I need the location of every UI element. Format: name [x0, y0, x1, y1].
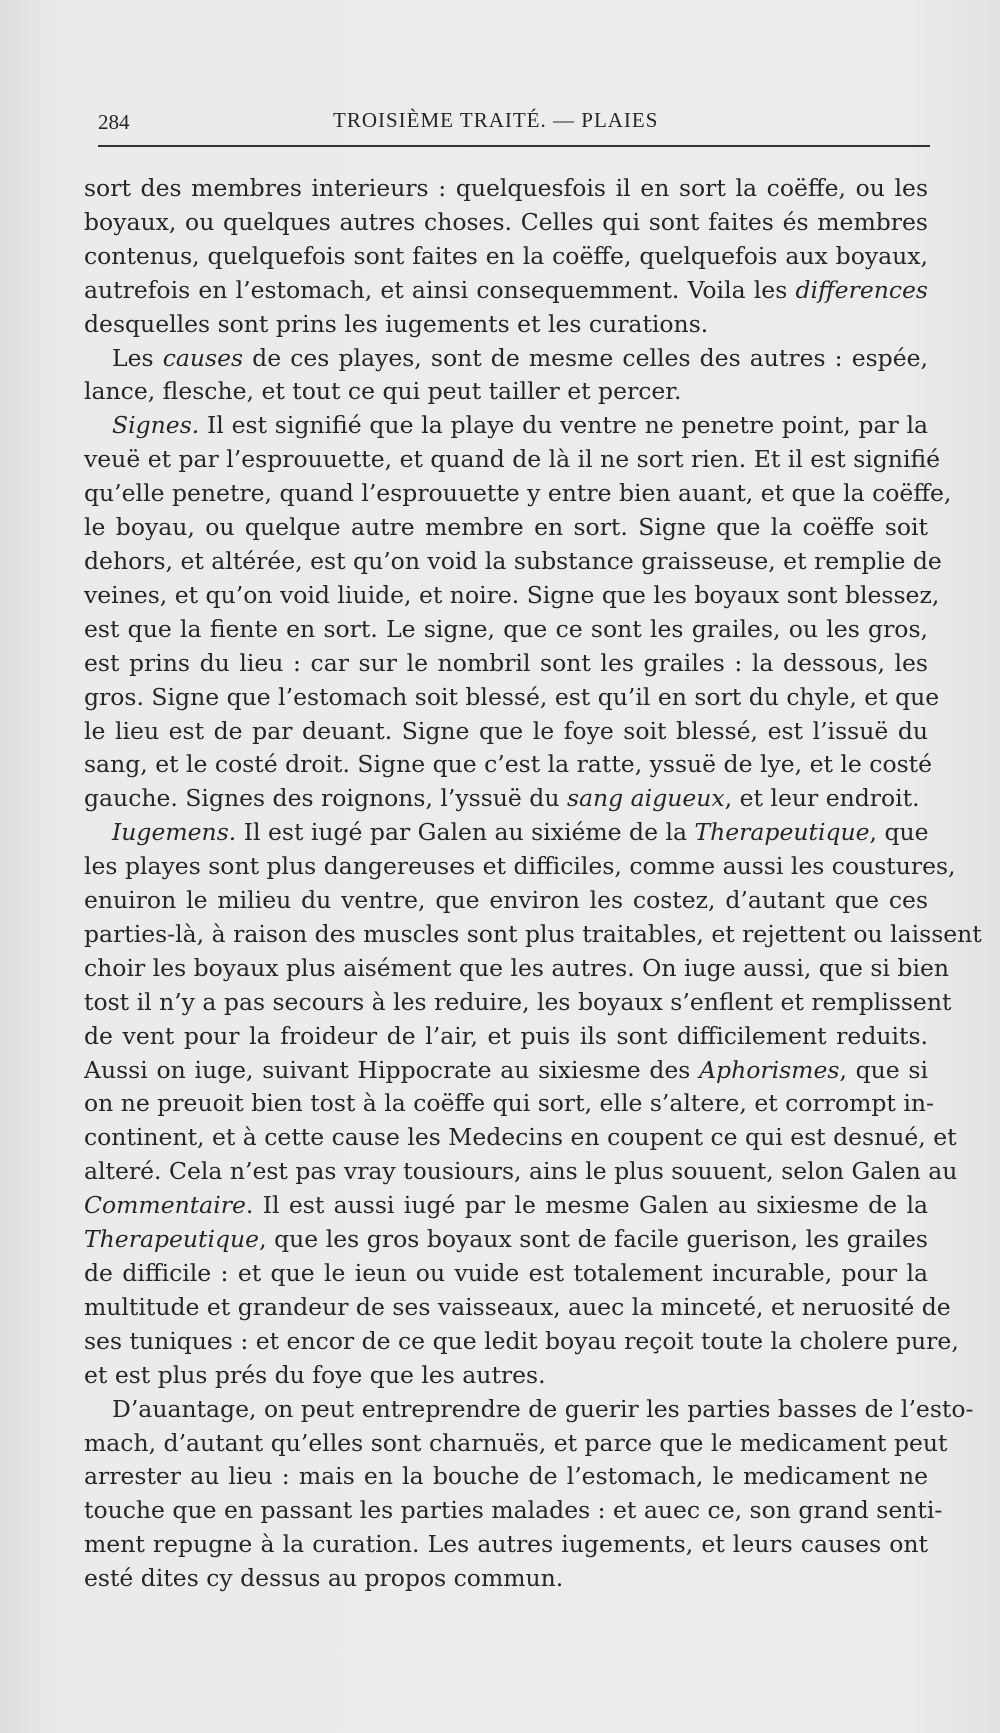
text-run: contenus, quelquefois sont faites en la coëffe, quelquefois aux boyaux, — [84, 241, 928, 270]
text-line — [84, 274, 928, 308]
text-line — [84, 511, 928, 545]
text-run: veuë et par l’esprouuette, et quand de là il ne sort rien. Et il est signifié — [84, 445, 941, 474]
text-line — [84, 1528, 928, 1562]
text-run: ment repugne à la curation. Les autres iugements, et leurs causes ont — [84, 1530, 928, 1559]
text-run: , et leur endroit. — [724, 784, 920, 813]
text-line — [84, 1562, 928, 1596]
italic-term: sang aigueux — [566, 784, 725, 813]
text-run: D’auantage, on peut entreprendre de guerir les parties basses de l’esto- — [112, 1394, 974, 1423]
text-line — [84, 1359, 928, 1393]
text-run: alteré. Cela n’est pas vray tousiours, ains le plus souuent, selon Galen au — [84, 1157, 958, 1186]
page-header — [98, 100, 928, 140]
text-line — [84, 613, 928, 647]
text-line — [84, 375, 928, 409]
text-line — [84, 952, 950, 986]
text-run: le lieu est de par deuant. Signe que le foye soit blessé, est l’issuë du — [84, 716, 928, 745]
text-line — [84, 308, 928, 342]
running-title: TROISIÈME TRAITÉ. — PLAIES — [333, 108, 659, 132]
text-run: tost il n’y a pas secours à les reduire, les boyaux s’enflent et remplissent — [84, 987, 952, 1016]
italic-term: Commentaire — [84, 1191, 246, 1220]
italic-term: Therapeutique — [694, 818, 870, 847]
text-run: , que les gros boyaux sont de facile guerison, les grailes — [259, 1225, 928, 1254]
text-run: est que la fiente en sort. Le signe, que ce sont les grailes, ou les gros, — [84, 614, 928, 643]
text-run: les playes sont plus dangereuses et difficiles, comme aussi les coustures, — [84, 852, 956, 881]
paragraph — [84, 409, 952, 816]
body-text — [84, 172, 982, 1596]
text-line — [84, 1494, 943, 1528]
paragraph — [84, 816, 982, 1392]
text-run: . Il est aussi iugé par le mesme Galen au sixiesme de la — [245, 1191, 928, 1220]
text-line — [84, 1223, 928, 1257]
text-run: qu’elle penetre, quand l’esprouuette y entre bien auant, et que la coëffe, — [84, 479, 952, 508]
text-run: desquelles sont prins les iugements et les curations. — [84, 309, 709, 338]
text-line — [84, 850, 956, 884]
text-line — [84, 918, 982, 952]
italic-term: causes — [162, 343, 244, 372]
text-run: boyaux, ou quelques autres choses. Celles qui sont faites és membres — [84, 207, 928, 236]
text-line — [84, 1054, 928, 1088]
text-line — [84, 1325, 959, 1359]
text-line — [84, 545, 942, 579]
text-run: et est plus prés du foye que les autres. — [84, 1360, 546, 1389]
paragraph — [84, 1393, 974, 1596]
text-run: veines, et qu’on void liuide, et noire. Signe que les boyaux sont blessez, — [84, 580, 940, 609]
text-line — [84, 342, 928, 376]
text-line — [84, 1427, 948, 1461]
text-line — [84, 579, 940, 613]
text-line — [84, 647, 928, 681]
text-line — [84, 1155, 958, 1189]
text-line — [84, 884, 928, 918]
paragraph — [84, 342, 928, 410]
text-run: mach, d’autant qu’elles sont charnuës, et parce que le medicament peut — [84, 1428, 948, 1457]
text-line — [84, 782, 928, 816]
text-line — [84, 816, 928, 850]
text-line — [84, 715, 928, 749]
paragraph — [84, 172, 928, 342]
text-line — [84, 681, 940, 715]
text-run: est prins du lieu : car sur le nombril sont les grailes : la dessous, les — [84, 648, 928, 677]
header-rule — [98, 145, 930, 147]
text-run: sort des membres interieurs : quelquesfois il en sort la coëffe, ou les — [84, 174, 928, 202]
text-run: multitude et grandeur de ses vaisseaux, auec la minceté, et neruosité de — [84, 1292, 951, 1321]
text-run: ses tuniques : et encor de ce que ledit boyau reçoit toute la cholere pure, — [84, 1326, 959, 1355]
italic-term: differences — [795, 275, 928, 304]
text-run: enuiron le milieu du ventre, que environ les costez, d’autant que ces — [84, 886, 928, 915]
page-number: 284 — [98, 110, 130, 134]
text-run: autrefois en l’estomach, et ainsi consequemment. Voila les — [84, 275, 796, 304]
text-run: on ne preuoit bien tost à la coëffe qui sort, elle s’altere, et corrompt in- — [84, 1089, 934, 1118]
text-line — [84, 1121, 957, 1155]
text-line — [84, 409, 928, 443]
text-run: Les — [112, 343, 163, 372]
text-line — [84, 1291, 951, 1325]
text-line — [84, 206, 928, 240]
text-line — [84, 477, 952, 511]
italic-term: Signes. — [112, 411, 200, 440]
text-run: dehors, et altérée, est qu’on void la substance graisseuse, et remplie de — [84, 546, 942, 575]
text-run: parties-là, à raison des muscles sont plus traitables, et rejettent ou laissent — [84, 919, 982, 948]
text-run: continent, et à cette cause les Medecins en coupent ce qui est desnué, et — [84, 1123, 957, 1152]
text-line — [84, 240, 928, 274]
text-run: esté dites cy dessus au propos commun. — [84, 1564, 564, 1593]
text-run: Il est signifié que la playe du ventre ne penetre point, par la — [199, 411, 928, 440]
text-line — [84, 443, 941, 477]
text-line — [84, 1257, 928, 1291]
italic-term: Aphorismes — [699, 1055, 840, 1084]
text-run: , que — [869, 818, 929, 847]
text-run: de vent pour la froideur de l’air, et puis ils sont difficilement reduits. — [84, 1021, 928, 1050]
text-line — [84, 1393, 974, 1427]
text-line — [84, 1020, 928, 1054]
text-line — [84, 1460, 928, 1494]
text-run: sang, et le costé droit. Signe que c’est la ratte, yssuë de lye, et le costé — [84, 750, 933, 779]
text-line — [84, 1087, 934, 1121]
text-run: de difficile : et que le ieun ou vuide est totalement incurable, pour la — [84, 1259, 928, 1287]
italic-term: Iugemens. — [112, 818, 237, 847]
text-line — [84, 172, 928, 206]
text-run: touche que en passant les parties malades : et auec ce, son grand senti- — [84, 1496, 943, 1525]
text-run: de ces playes, sont de mesme celles des autres : espée, — [243, 343, 928, 372]
italic-term: Therapeutique — [84, 1225, 260, 1254]
text-line — [84, 1189, 928, 1223]
text-run: Aussi on iuge, suivant Hippocrate au sixiesme des — [84, 1055, 700, 1084]
text-run: gros. Signe que l’estomach soit blessé, est qu’il en sort du chyle, et que — [84, 682, 940, 711]
text-run: choir les boyaux plus aisément que les autres. On iuge aussi, que si bien — [84, 953, 950, 982]
text-run: arrester au lieu : mais en la bouche de l’estomach, le medicament ne — [84, 1462, 928, 1491]
text-run: Il est iugé par Galen au sixiéme de la — [236, 818, 695, 847]
text-run: gauche. Signes des roignons, l’yssuë du — [84, 784, 567, 813]
text-line — [84, 748, 933, 782]
text-run: le boyau, ou quelque autre membre en sort. Signe que la coëffe soit — [84, 513, 928, 542]
text-run: , que si — [839, 1055, 929, 1084]
text-line — [84, 986, 952, 1020]
text-run: lance, flesche, et tout ce qui peut tailler et percer. — [84, 377, 682, 406]
